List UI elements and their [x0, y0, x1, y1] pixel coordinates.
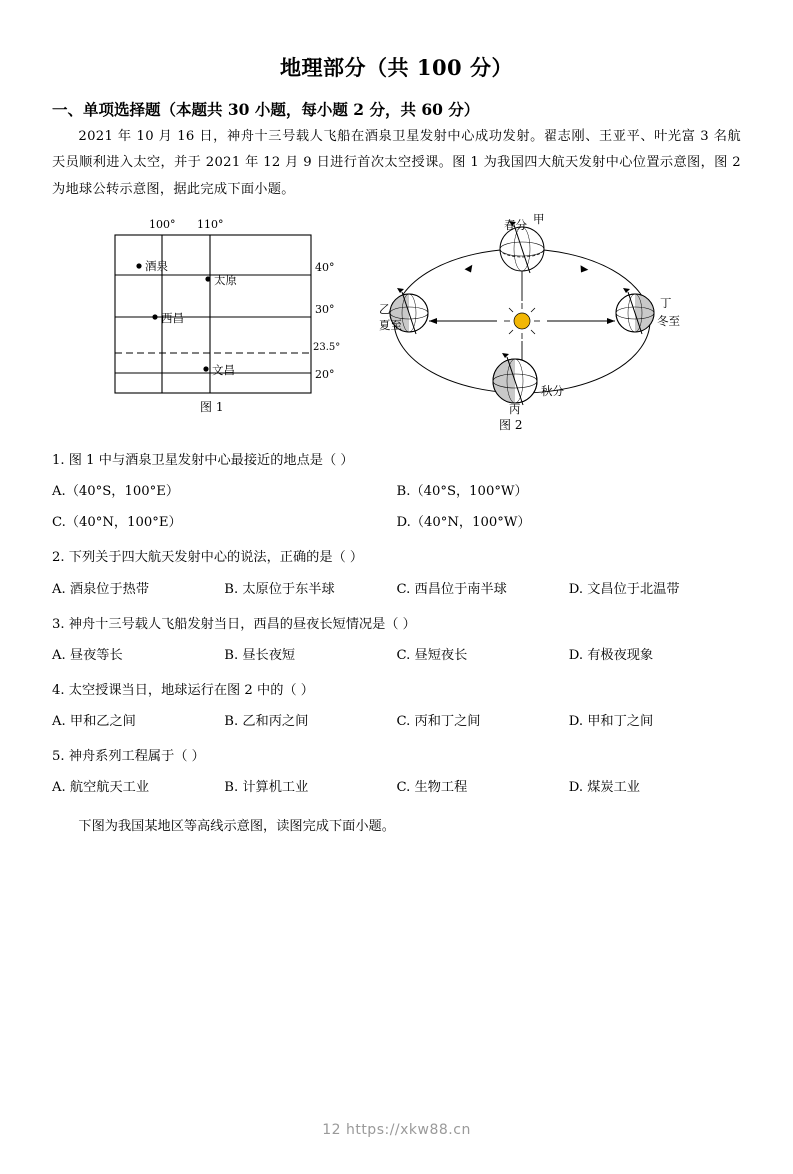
- figure-1-map: [107, 213, 357, 438]
- question-5-number: 5.: [52, 748, 65, 764]
- question-3-text: 神舟十三号载人飞船发射当日，西昌的昼夜长短情况是（ ）: [68, 616, 416, 632]
- question-3-option-c[interactable]: C. 昼短夜长: [396, 647, 468, 663]
- question-1-option-a[interactable]: A.（40°S，100°E）: [52, 484, 180, 500]
- question-4-number: 4.: [52, 682, 65, 698]
- figure2-label-xiazhi: 夏至: [378, 318, 402, 333]
- figure2-label-jia: 甲: [532, 213, 544, 227]
- figure1-city-wenchang: 文昌: [211, 363, 235, 378]
- document-page: [0, 52, 793, 1174]
- question-4-option-a[interactable]: A. 甲和乙之间: [52, 713, 136, 729]
- question-3-options: [52, 643, 741, 668]
- figure2-sun-icon: [504, 303, 540, 339]
- question-5-stem: [52, 744, 741, 769]
- figure2-earth-right: [616, 288, 654, 334]
- question-2-option-b[interactable]: B. 太原位于东半球: [224, 581, 335, 597]
- figure1-city-jiuquan: 酒泉: [144, 259, 168, 274]
- question-1-option-b[interactable]: B.（40°S，100°W）: [396, 484, 528, 500]
- question-2-stem: [52, 545, 741, 570]
- figure1-dot-taiyuan: [205, 277, 210, 282]
- figure-2-revolution: [357, 213, 687, 438]
- question-1-stem: [52, 448, 741, 473]
- watermark: 12 https://xkw88.cn: [322, 1122, 471, 1138]
- question-2-text: 下列关于四大航天发射中心的说法，正确的是（ ）: [68, 550, 364, 566]
- figure2-label-ding: 丁: [659, 296, 671, 311]
- figure2-label-qiufen: 秋分: [540, 384, 564, 399]
- section-heading: 一、单项选择题（本题共 30 小题，每小题 2 分，共 60 分）: [52, 100, 480, 119]
- figure1-longitude-100: 100°: [148, 218, 175, 232]
- question-3-stem: [52, 612, 741, 637]
- figure1-dot-wenchang: [203, 367, 208, 372]
- figure1-dot-xichang: [152, 315, 157, 320]
- question-2-option-a[interactable]: A. 酒泉位于热带: [52, 581, 150, 597]
- question-4-option-b[interactable]: B. 乙和丙之间: [224, 713, 309, 729]
- question-1-option-d[interactable]: D.（40°N，100°W）: [396, 515, 531, 531]
- page-title: 地理部分（共 100 分）: [280, 55, 513, 80]
- question-4-text: 太空授课当日，地球运行在图 2 中的（ ）: [68, 682, 314, 698]
- figure1-caption: 图 1: [199, 400, 223, 415]
- question-3-option-a[interactable]: A. 昼夜等长: [52, 647, 123, 663]
- question-4-options: [52, 709, 741, 734]
- figure1-city-xichang: 西昌: [160, 311, 184, 326]
- question-1-option-c[interactable]: C.（40°N，100°E）: [52, 515, 182, 531]
- question-5-option-b[interactable]: B. 计算机工业: [224, 780, 309, 795]
- intro-paragraph: 2021 年 10 月 16 日，神舟十三号载人飞船在酒泉卫星发射中心成功发射。翟志刚、王亚平、叶光富 3 名航天员顺利进入太空，并于 2021 年 12 月 9 日进行首次太空授课。图 1 为我国四大航天发射中心位置示意图，图 2 为地球公转示意图，据此完成下面小题。: [52, 129, 741, 197]
- figure2-label-bing: 丙: [508, 402, 520, 417]
- question-4-option-c[interactable]: C. 丙和丁之间: [396, 713, 481, 729]
- figure1-latitude-30: 30°: [314, 303, 334, 317]
- figure2-caption: 图 2: [498, 418, 522, 433]
- question-2-options: [52, 577, 741, 602]
- figure1-latitude-20: 20°: [314, 368, 334, 382]
- question-3-option-b[interactable]: B. 昼长夜短: [224, 647, 296, 663]
- question-4-stem: [52, 678, 741, 703]
- question-2-number: 2.: [52, 550, 65, 566]
- question-1-options: [52, 479, 741, 504]
- figure1-longitude-110: 110°: [196, 218, 223, 232]
- figure1-latitude-40: 40°: [314, 261, 334, 275]
- figure2-earth-bottom: [493, 353, 537, 405]
- question-1-number: 1.: [52, 453, 65, 469]
- question-5-option-c[interactable]: C. 生物工程: [396, 780, 468, 795]
- question-5-options: [52, 775, 741, 800]
- figures-container: [52, 213, 741, 438]
- question-5-option-d[interactable]: D. 煤炭工业: [568, 780, 640, 795]
- question-2-option-c[interactable]: C. 西昌位于南半球: [396, 581, 507, 597]
- figure2-label-dongzhi: 冬至: [656, 314, 680, 329]
- question-5-text: 神舟系列工程属于（ ）: [68, 748, 205, 764]
- question-3-number: 3.: [52, 616, 65, 632]
- question-2-option-d[interactable]: D. 文昌位于北温带: [568, 581, 680, 597]
- figure1-dot-jiuquan: [136, 264, 141, 269]
- question-4-option-d[interactable]: D. 甲和丁之间: [568, 713, 654, 729]
- question-1-text: 图 1 中与酒泉卫星发射中心最接近的地点是（ ）: [68, 453, 354, 469]
- tail-paragraph: 下图为我国某地区等高线示意图，读图完成下面小题。: [78, 819, 395, 835]
- figure2-label-chunfen: 春分: [503, 218, 527, 233]
- figure2-label-yi: 乙: [378, 302, 390, 317]
- question-1-options-2: [52, 510, 741, 535]
- question-5-option-a[interactable]: A. 航空航天工业: [52, 780, 150, 795]
- question-3-option-d[interactable]: D. 有极夜现象: [568, 647, 654, 663]
- figure1-city-taiyuan: 太原: [213, 273, 237, 288]
- figure1-latitude-235: 23.5°: [312, 342, 340, 354]
